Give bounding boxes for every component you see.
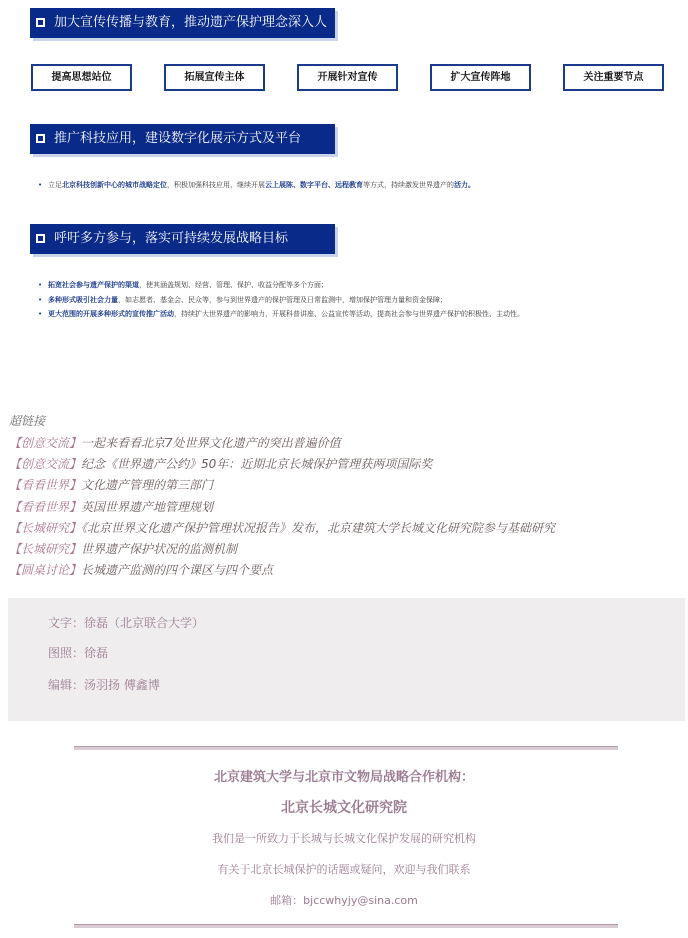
footer-divider-top bbox=[74, 746, 618, 750]
text: 等方式，持续激发世界遗产的 bbox=[363, 181, 454, 189]
footer-intro: 我们是一所致力于长城与长城文化保护发展的研究机构 bbox=[212, 832, 476, 845]
link-tag: 【看看世界】 bbox=[9, 499, 82, 514]
highlight: 多种形式吸引社会力量 bbox=[48, 295, 118, 304]
highlight: 活力。 bbox=[454, 181, 475, 189]
text: ，如志愿者、基金会、民众等，参与到世界遗产的保护管理及日常监测中，增加保护管理力量和资金保障； bbox=[118, 295, 447, 304]
section-heading-2 bbox=[30, 124, 335, 154]
box-label: 开展针对宣传 bbox=[317, 72, 378, 83]
link-text[interactable]: 长城遗产监测的四个课区与四个要点 bbox=[81, 563, 274, 578]
link-text[interactable]: 英国世界遗产地管理规划 bbox=[81, 499, 214, 514]
participation-bullets bbox=[38, 278, 524, 322]
box-label: 扩大宣传阵地 bbox=[450, 72, 511, 83]
link-item[interactable] bbox=[9, 475, 555, 496]
link-text[interactable]: 纪念《世界遗产公约》50年：近期北京长城保护管理获两项国际奖 bbox=[81, 457, 433, 472]
text: 立足 bbox=[48, 181, 62, 189]
credit-editor: 编辑：汤羽扬 傅鑫博 bbox=[48, 678, 160, 692]
list-item bbox=[38, 178, 475, 193]
highlight: 拓宽社会参与遗产保护的渠道 bbox=[48, 281, 139, 289]
box-5 bbox=[563, 64, 664, 91]
section-heading-label: 加大宣传传播与教育，推动遗产保护理念深入人心 bbox=[30, 15, 328, 60]
link-tag: 【圆桌讨论】 bbox=[9, 563, 82, 578]
list-item bbox=[38, 307, 524, 322]
text: ，持续扩大世界遗产的影响力，开展科普讲座、公益宣传等活动，提高社会参与世界遗产保护的积极性、主动性。 bbox=[174, 310, 524, 318]
credit-text: 文字：徐磊（北京联合大学） bbox=[48, 616, 205, 630]
link-text[interactable]: 一起来看看北京7处世界文化遗产的突出普遍价值 bbox=[81, 436, 341, 450]
list-item bbox=[38, 293, 524, 308]
list-item bbox=[38, 278, 524, 293]
link-item[interactable] bbox=[9, 518, 555, 539]
link-text[interactable]: 《北京世界文化遗产保护管理状况报告》发布，北京建筑大学长城文化研究院参与基础研究 bbox=[81, 520, 556, 535]
highlight: 北京科技创新中心的城市战略定位 bbox=[62, 181, 167, 189]
credit-photo: 图照：徐磊 bbox=[48, 646, 109, 660]
link-item[interactable] bbox=[9, 454, 555, 475]
link-item[interactable] bbox=[9, 497, 555, 518]
link-tag: 【长城研究】 bbox=[9, 520, 82, 535]
section-heading-label: 推广科技应用，建设数字化展示方式及平台 bbox=[54, 131, 302, 146]
link-tag: 【长城研究】 bbox=[9, 542, 82, 557]
text: ，使其涵盖规划、经营、管理、保护、收益分配等多个方面； bbox=[139, 281, 328, 289]
link-item[interactable] bbox=[9, 560, 555, 581]
highlight: 云上展陈、数字平台、远程教育 bbox=[265, 181, 363, 189]
text: ，积极加强科技应用，继续开展 bbox=[167, 181, 265, 189]
link-item[interactable] bbox=[9, 433, 555, 454]
footer-divider-bottom bbox=[74, 924, 618, 928]
section-heading-label: 呼吁多方参与，落实可持续发展战略目标 bbox=[54, 231, 289, 246]
checkbox-square-icon bbox=[36, 134, 45, 143]
link-tag: 【创意交流】 bbox=[9, 457, 82, 472]
link-tag: 【看看世界】 bbox=[9, 478, 82, 493]
footer-contact: 有关于北京长城保护的话题或疑问，欢迎与我们联系 bbox=[217, 863, 471, 876]
box-2 bbox=[164, 64, 265, 91]
box-label: 提高思想站位 bbox=[51, 72, 112, 83]
checkbox-square-icon bbox=[36, 18, 45, 27]
hyperlinks-title: 超链接 bbox=[9, 414, 46, 428]
box-1 bbox=[31, 64, 132, 91]
hyperlinks bbox=[9, 412, 555, 581]
footer-institute-name: 北京长城文化研究院 bbox=[281, 800, 407, 816]
link-text[interactable]: 文化遗产管理的第三部门 bbox=[81, 478, 214, 493]
box-3 bbox=[297, 64, 398, 91]
link-text[interactable]: 世界遗产保护状况的监测机制 bbox=[81, 542, 238, 557]
box-4 bbox=[430, 64, 531, 91]
box-label: 关注重要节点 bbox=[583, 72, 644, 83]
highlight: 更大范围的开展多种形式的宣传推广活动 bbox=[48, 310, 174, 318]
tech-bullets bbox=[38, 178, 475, 193]
link-tag: 【创意交流】 bbox=[9, 436, 82, 450]
box-label: 拓展宣传主体 bbox=[184, 72, 245, 83]
section-heading-3 bbox=[30, 224, 335, 254]
section-heading-1 bbox=[30, 8, 335, 60]
link-item[interactable] bbox=[9, 539, 555, 560]
checkbox-square-icon bbox=[36, 234, 45, 243]
footer-org-line: 北京建筑大学与北京市文物局战略合作机构： bbox=[213, 770, 474, 785]
credits-box bbox=[8, 598, 685, 721]
footer-email[interactable]: 邮箱：bjccwhyjy@sina.com bbox=[270, 894, 418, 907]
